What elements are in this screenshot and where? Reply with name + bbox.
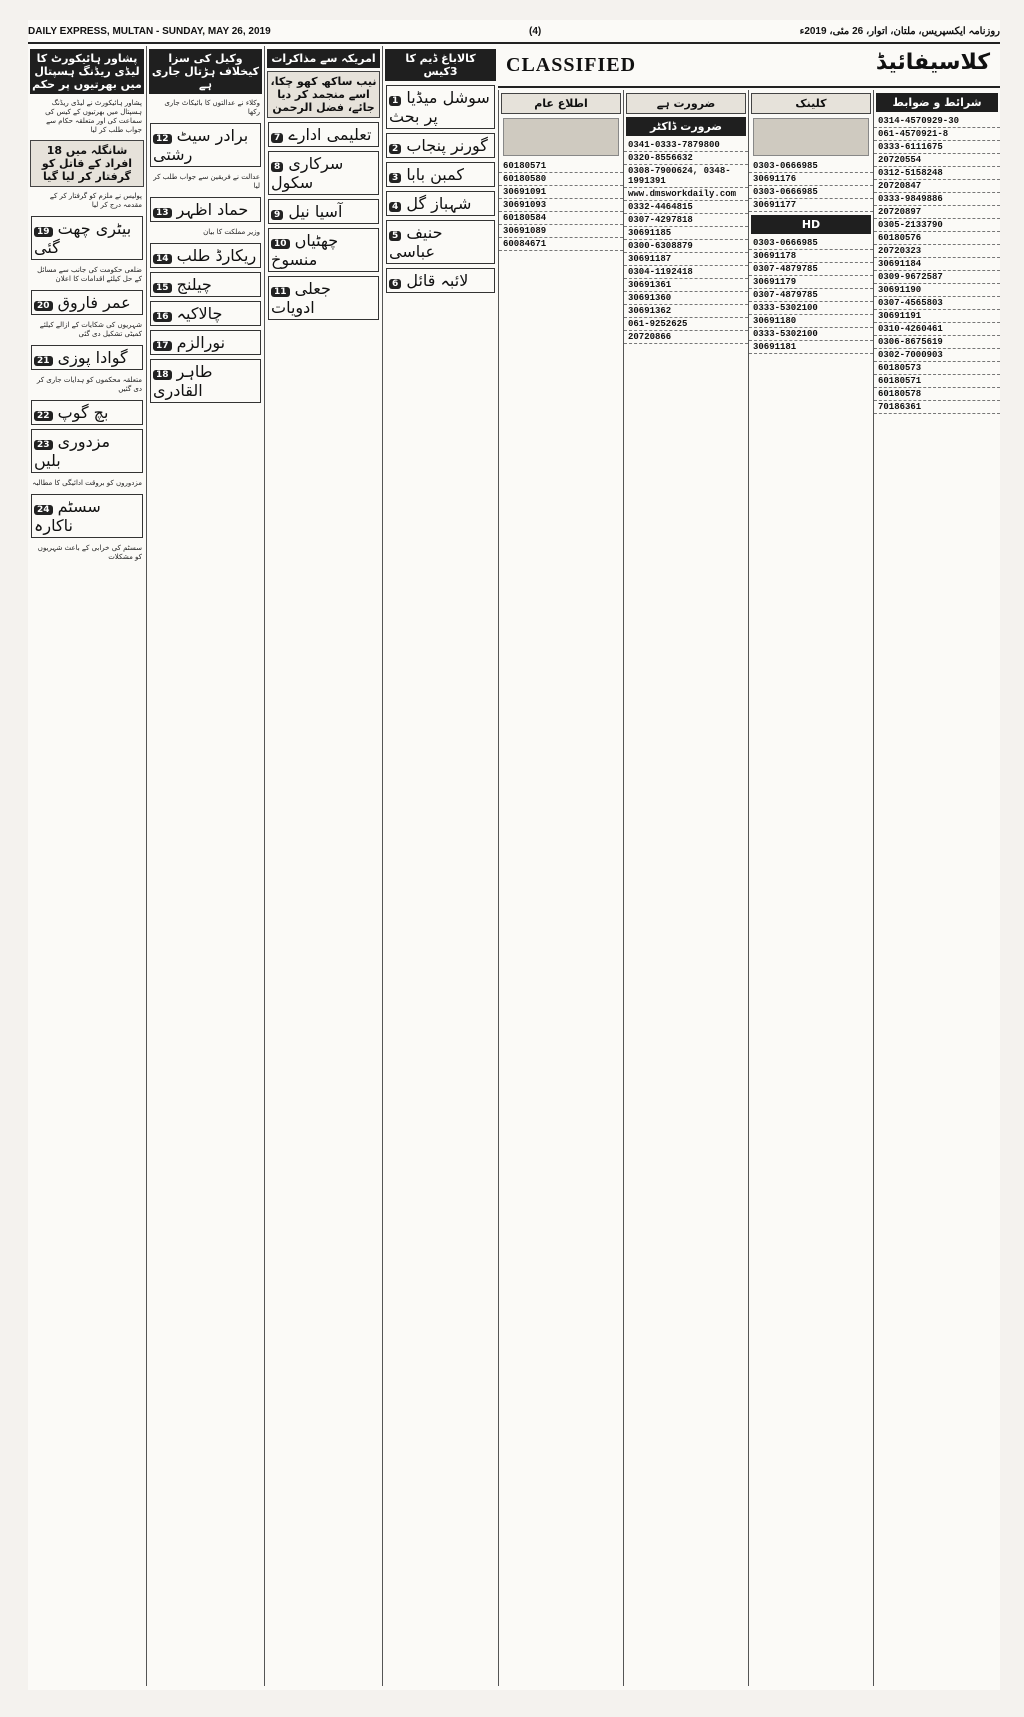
list-head: کمبن بابا [406, 165, 464, 184]
phone-number: 30691177 [749, 199, 873, 212]
classified-column-3 [748, 90, 873, 1686]
list-head: نورالزم [176, 333, 226, 352]
article-text: پولیس نے ملزم کو گرفتار کر کے مقدمہ درج کر لیا [47, 192, 142, 209]
list-head: شہباز گل [406, 194, 472, 213]
phone-number: 0309-9672587 [874, 271, 1000, 284]
phone-number: 0303-0666985 [749, 186, 873, 199]
list-head: بچ گوپ [57, 403, 109, 422]
phone-number: 30691360 [624, 292, 748, 305]
phone-number: 30691187 [624, 253, 748, 266]
phone-number: 0300-6308879 [624, 240, 748, 253]
phone-number: 60180580 [499, 173, 623, 186]
phone-number: 0305-2133790 [874, 219, 1000, 232]
list-head: آسیا نیل [288, 202, 343, 221]
phone-number: 0333-6111675 [874, 141, 1000, 154]
phone-number: 30691185 [624, 227, 748, 240]
list-head: لائبہ قائل [406, 271, 469, 290]
phone-number: 0308-7900624, 0348-1991391 [624, 165, 748, 188]
phone-number: 30691362 [624, 305, 748, 318]
phone-number: 30691181 [749, 341, 873, 354]
phone-number: 30691089 [499, 225, 623, 238]
headline: کالاباغ ڈیم کا 3کیس [385, 49, 496, 81]
phone-number: 60180571 [874, 375, 1000, 388]
classified-column-1 [498, 90, 623, 1686]
phone-number: 20720897 [874, 206, 1000, 219]
list-head: سرکاری سکول [271, 154, 344, 192]
list-head: بیٹری چھت گئی [34, 219, 132, 257]
list-head: تعلیمی ادارے [288, 125, 372, 144]
list-head: سوشل میڈیا پر بحث [389, 88, 490, 126]
list-head: سسٹم ناکارہ [34, 497, 101, 535]
phone-number: 30691176 [749, 173, 873, 186]
phone-number: 0303-0666985 [749, 237, 873, 250]
headline: پشاور ہائیکورٹ کا لیڈی ریڈنگ ہسپتال میں بھرتیوں پر حکم [30, 49, 144, 94]
phone-number: 60084671 [499, 238, 623, 251]
article-text: پشاور ہائیکورٹ نے لیڈی ریڈنگ ہسپتال میں بھرتیوں کے کیس کی سماعت کی اور متعلقہ حکام سے جواب طلب کر لیا [42, 99, 142, 134]
phone-number: 30691190 [874, 284, 1000, 297]
phone-number: 0304-1192418 [624, 266, 748, 279]
phone-number: 0314-4570929-30 [874, 115, 1000, 128]
phone-number: 0307-4565803 [874, 297, 1000, 310]
phone-number: 20720866 [624, 331, 748, 344]
masthead [28, 20, 1000, 44]
list-head: چھٹیاں منسوخ [271, 231, 339, 269]
newspaper-page [28, 20, 1000, 1690]
phone-number: 60180573 [874, 362, 1000, 375]
phone-number: 0307-4879785 [749, 289, 873, 302]
phone-number: 30691361 [624, 279, 748, 292]
list-head: حنیف عباسی [389, 223, 443, 261]
phone-number: 20720554 [874, 154, 1000, 167]
phone-number: 0307-4297818 [624, 214, 748, 227]
list-head: گوادا پوزی [57, 348, 128, 367]
section-head: کلینک [751, 93, 871, 114]
classified-column-2 [623, 90, 748, 1686]
phone-number: 0310-4260461 [874, 323, 1000, 336]
phone-number: 0307-4879785 [749, 263, 873, 276]
phone-number: 0333-5302100 [749, 328, 873, 341]
news-column-4: کالاباغ ڈیم کا 3کیس 1 سوشل میڈیا پر بحث 2 گورنر پنجاب 3 کمبن بابا 4 شہباز گل 5 حنیف عباسی 6 لائبہ قائل [382, 46, 498, 1686]
phone-number: 0320-8556632 [624, 152, 748, 165]
section-head: شرائط و ضوابط [876, 93, 998, 112]
news-column-1: پشاور ہائیکورٹ کا لیڈی ریڈنگ ہسپتال میں بھرتیوں پر حکم پشاور ہائیکورٹ نے لیڈی ریڈنگ ہسپتال میں بھرتیوں کے کیس کی سماعت کی اور متعلقہ حکام سے جواب طلب کر لیا شانگلہ میں 18 افراد کے قاتل کو گرفتار کر لیا گیا پولیس نے ملزم کو گرفتار کر کے مقدمہ درج کر لیا 19 بیٹری چھت گئی ضلعی حکومت کی جانب سے مسائل کے حل کیلئے اقدامات کا اعلان 20 عمر فاروق شہریوں کی شکایات کے ازالے کیلئے کمیٹی تشکیل دی گئی 21 گوادا پوزی متعلقہ محکموں کو ہدایات جاری کر دی گئیں 22 بچ گوپ 23 مزدوری بلیں مزدوروں کو بروقت ادائیگی کا مطالبہ 24 سسٹم ناکارہ سسٹم کی خرابی کے باعث شہریوں کو مشکلات [28, 46, 146, 1686]
phone-number: 60180576 [874, 232, 1000, 245]
list-head: چیلنج [176, 275, 212, 294]
masthead-left: DAILY EXPRESS, MULTAN - SUNDAY, MAY 26, 2019 [28, 25, 271, 37]
phone-number: 0312-5158248 [874, 167, 1000, 180]
phone-number: 0303-0666985 [749, 160, 873, 173]
list-head: برادر سیٹ رشتی [153, 126, 249, 164]
list-head: ریکارڈ طلب [176, 246, 257, 265]
masthead-right: روزنامہ ایکسپریس، ملتان، اتوار، 26 مئی، 2019ء [799, 25, 1000, 37]
phone-number: 0341-0333-7879800 [624, 139, 748, 152]
list-head: طاہر القادری [153, 362, 213, 400]
section-head: ضرورت ہے [626, 93, 746, 114]
phone-number: 061-9252625 [624, 318, 748, 331]
classified-column-4 [873, 90, 1000, 1686]
phone-number: 30691191 [874, 310, 1000, 323]
phone-number: 30691180 [749, 315, 873, 328]
phone-number: 061-4570921-8 [874, 128, 1000, 141]
phone-number: 30691091 [499, 186, 623, 199]
page-number: (4) [529, 25, 542, 37]
news-column-2: وکیل کی سزا کیخلاف ہڑتال جاری ہے وکلاء نے عدالتوں کا بائیکاٹ جاری رکھا 12 برادر سیٹ رشتی عدالت نے فریقین سے جواب طلب کر لیا 13 حماد اظہر وزیر مملکت کا بیان 14 ریکارڈ طلب 15 چیلنج 16 چالاکیہ 17 نورالزم 18 طاہر القادری [146, 46, 264, 1686]
phone-number: 0306-8675619 [874, 336, 1000, 349]
phone-number: 0332-4464815 [624, 201, 748, 214]
classified-title-ur: کلاسیفائیڈ [875, 50, 990, 75]
phone-number: 20720847 [874, 180, 1000, 193]
ad-image [753, 118, 869, 156]
headline: شانگلہ میں 18 افراد کے قاتل کو گرفتار کر لیا گیا [30, 140, 144, 187]
headline: وکیل کی سزا کیخلاف ہڑتال جاری ہے [149, 49, 262, 94]
section-hd: HD [751, 215, 871, 234]
headline: امریکہ سے مذاکرات [267, 49, 380, 68]
list-head: چالاکیہ [176, 304, 223, 323]
phone-number: 20720323 [874, 245, 1000, 258]
website: www.dmsworkdaily.com [624, 188, 748, 201]
ad-image [503, 118, 619, 156]
headline: نیب ساکھ کھو چکا، اسے منجمد کر دیا جائے، فضل الرحمن [267, 71, 380, 118]
news-column-3: امریکہ سے مذاکرات نیب ساکھ کھو چکا، اسے منجمد کر دیا جائے، فضل الرحمن 7 تعلیمی ادارے 8 سرکاری سکول 9 آسیا نیل 10 چھٹیاں منسوخ 11 جعلی ادویات [264, 46, 382, 1686]
phone-number: 70186361 [874, 401, 1000, 414]
phone-number: 60180578 [874, 388, 1000, 401]
section-head: اطلاع عام [501, 93, 621, 114]
list-head: عمر فاروق [57, 293, 131, 312]
phone-number: 60180571 [499, 160, 623, 173]
phone-number: 0333-5302100 [749, 302, 873, 315]
phone-number: 30691178 [749, 250, 873, 263]
list-head: حماد اظہر [176, 200, 249, 219]
phone-number: 30691093 [499, 199, 623, 212]
phone-number: 0333-9849886 [874, 193, 1000, 206]
phone-number: 60180584 [499, 212, 623, 225]
phone-number: 30691179 [749, 276, 873, 289]
phone-number: 0302-7000903 [874, 349, 1000, 362]
phone-number: 30691184 [874, 258, 1000, 271]
list-head: گورنر پنجاب [406, 136, 488, 155]
section-sub: ضرورت ڈاکٹر [626, 117, 746, 136]
classified-title-en: CLASSIFIED [506, 54, 637, 76]
list-head: جعلی ادویات [271, 279, 331, 317]
list-head: مزدوری بلیں [34, 432, 111, 470]
classified-banner [498, 46, 1000, 88]
